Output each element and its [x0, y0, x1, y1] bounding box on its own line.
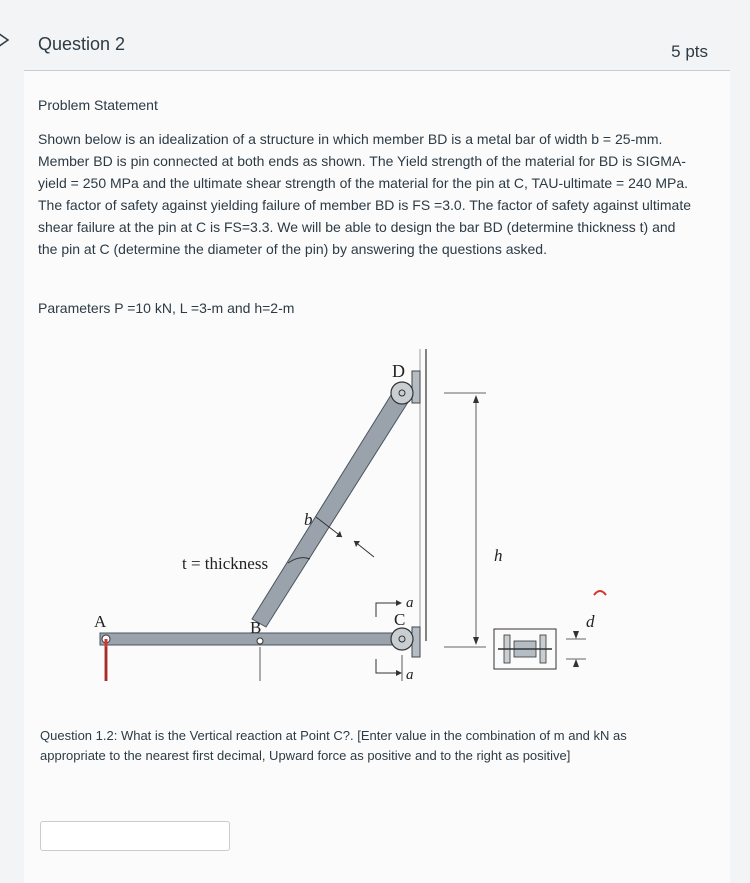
label-d: D	[392, 361, 405, 381]
d-arrow-bottom	[573, 659, 579, 667]
parameters-text: Parameters P =10 kN, L =3-m and h=2-m	[38, 300, 295, 316]
collapse-arrow-icon[interactable]	[0, 30, 14, 50]
section-arrow-top	[396, 600, 402, 606]
label-a-top: a	[406, 595, 414, 611]
structure-diagram	[54, 341, 614, 681]
label-b-width: b	[304, 510, 313, 529]
label-thickness: t = thickness	[182, 554, 269, 573]
problem-heading: Problem Statement	[38, 97, 158, 113]
label-b: B	[250, 618, 262, 637]
d-arrow-top	[573, 631, 579, 639]
member-bd	[252, 387, 410, 627]
label-a-bottom: a	[406, 667, 414, 681]
label-d-diam: d	[586, 612, 595, 631]
answer-input[interactable]	[40, 821, 230, 851]
question-title: Question 2	[38, 34, 126, 54]
section-marker-top	[376, 603, 396, 617]
label-a: A	[94, 612, 107, 631]
h-arrow-bottom	[473, 637, 479, 645]
pin-d	[391, 382, 413, 404]
section-arrow-bottom	[396, 670, 402, 676]
section-marker-bottom	[376, 659, 396, 673]
b-arrowhead-1	[336, 531, 342, 537]
sub-question-text: Question 1.2: What is the Vertical reaction at Point C?. [Enter value in the combination of m and kN as appropriate to the nearest first decimal, Upward force as positive and to the right as positive]	[40, 728, 627, 763]
question-header	[24, 24, 730, 71]
pin-b	[257, 638, 263, 644]
b-arrowhead-2	[354, 541, 360, 547]
label-c: C	[394, 610, 406, 629]
question-points: 5 pts	[671, 42, 708, 61]
problem-statement: Shown below is an idealization of a structure in which member BD is a metal bar of width b = 25-mm. Member BD is pin connected at both ends as shown. The Yield strength of the material for BD is SIGMA-yield = 250 MPa and the ultimate shear strength of the material for the pin at C, TAU-ultimate = 240 MPa. The factor of safety against yielding failure of member BD is FS =3.0. The factor of safety against ultimate shear failure at the pin at C is FS=3.3. We will be able to design the bar BD (determine thickness t) and the pin at C (determine the diameter of the pin) by answering the questions asked.	[38, 131, 692, 257]
cursor-icon	[594, 591, 606, 595]
support-block-d	[412, 371, 420, 403]
label-h: h	[494, 546, 503, 565]
question-body	[24, 71, 730, 883]
h-arrow-top	[473, 395, 479, 403]
pin-c	[391, 628, 413, 650]
